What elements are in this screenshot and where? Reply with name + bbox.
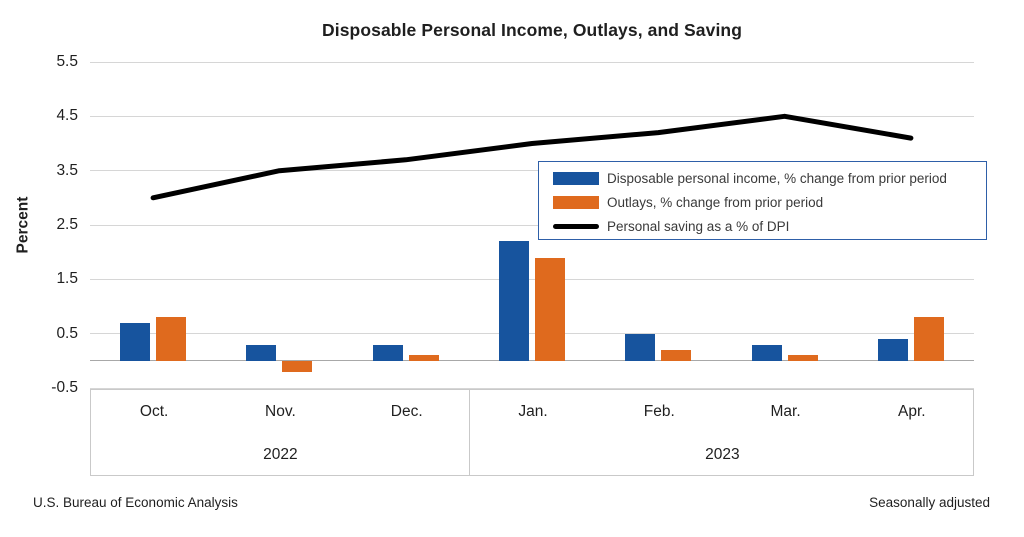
y-tick-label: 1.5 <box>56 270 78 288</box>
x-month-label: Mar. <box>770 403 801 420</box>
adjustment-note: Seasonally adjusted <box>869 495 990 510</box>
y-tick-label: 3.5 <box>56 161 78 179</box>
legend-label: Disposable personal income, % change from prior period <box>607 170 947 186</box>
legend-item <box>553 166 980 190</box>
x-month-label: Jan. <box>518 403 548 420</box>
legend-swatch-line <box>553 224 599 229</box>
x-year-label: 2022 <box>263 446 298 463</box>
legend-label: Outlays, % change from prior period <box>607 194 824 210</box>
y-tick-label: 4.5 <box>56 107 78 125</box>
y-tick-label: 5.5 <box>56 53 78 70</box>
x-month-label: Feb. <box>643 403 675 420</box>
x-year-label: 2023 <box>705 446 740 463</box>
legend-label: Personal saving as a % of DPI <box>607 218 790 234</box>
y-tick-label: 0.5 <box>56 324 78 342</box>
x-month-label: Nov. <box>265 403 296 420</box>
legend-swatch-bar <box>553 172 599 185</box>
y-tick-label: -0.5 <box>51 379 78 396</box>
legend-swatch-bar <box>553 196 599 209</box>
x-axis-category-box <box>90 389 974 476</box>
legend-item <box>553 214 980 238</box>
x-month-label: Oct. <box>139 403 169 420</box>
source-attribution: U.S. Bureau of Economic Analysis <box>33 495 238 510</box>
y-axis-title-text: Percent <box>14 196 31 254</box>
y-tick-label: 2.5 <box>56 216 78 233</box>
x-month-label: Dec. <box>390 403 423 420</box>
chart-title: Disposable Personal Income, Outlays, and Saving <box>322 20 742 40</box>
chart-legend <box>538 161 987 240</box>
x-month-label: Apr. <box>898 403 926 420</box>
legend-item <box>553 190 980 214</box>
